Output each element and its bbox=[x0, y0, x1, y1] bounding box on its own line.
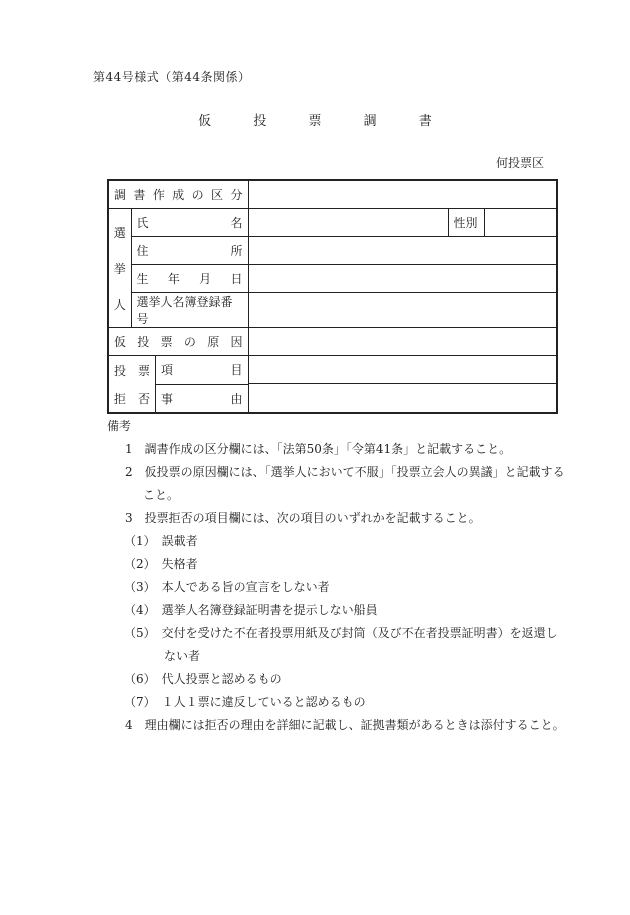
note-subitem: （4） 選挙人名簿登録証明書を提示しない船員 bbox=[124, 603, 378, 617]
field-item[interactable] bbox=[248, 356, 557, 384]
label-birth bbox=[131, 265, 248, 293]
label-char: 住 bbox=[136, 244, 149, 258]
label-address bbox=[131, 237, 248, 265]
label-voter-group bbox=[108, 209, 131, 328]
label-refusal-1: 投 票 bbox=[113, 363, 150, 378]
note-subitem: （5） 交付を受けた不在者投票用紙及び封筒（及び不在者投票証明書）を返還しない者 bbox=[124, 626, 558, 663]
label-char: 目 bbox=[230, 363, 243, 378]
label-char: 年 bbox=[167, 272, 180, 286]
label-cause bbox=[156, 385, 248, 413]
label-char: 区 bbox=[211, 188, 224, 202]
refusal-labels bbox=[108, 356, 248, 414]
field-reason[interactable] bbox=[248, 328, 557, 356]
label-char: 原 bbox=[207, 335, 220, 349]
label-item bbox=[156, 356, 248, 385]
label-char: 月 bbox=[199, 272, 212, 286]
notes-heading: 備考 bbox=[107, 419, 132, 433]
note-subitem: （6） 代人投票と認めるもの bbox=[124, 672, 282, 686]
title-char: 投 bbox=[253, 114, 267, 129]
note-item: 3 投票拒否の項目欄には、次の項目のいずれかを記載すること。 bbox=[125, 511, 481, 525]
field-registry[interactable] bbox=[248, 293, 557, 328]
title-char: 調 bbox=[363, 114, 377, 129]
row-birth bbox=[108, 265, 557, 293]
label-char: 所 bbox=[230, 244, 243, 258]
label-reason bbox=[108, 328, 248, 356]
label-char: 作 bbox=[152, 188, 165, 202]
label-refusal-2: 拒 否 bbox=[113, 391, 150, 406]
label-char: 因 bbox=[230, 335, 243, 349]
field-cause[interactable] bbox=[248, 384, 557, 413]
label-char: 分 bbox=[230, 188, 243, 202]
label-char: 調 bbox=[114, 188, 127, 202]
title-char: 書 bbox=[418, 114, 432, 129]
polling-district: 何投票区 bbox=[495, 156, 544, 170]
row-address bbox=[108, 237, 557, 265]
note-subitem: （7） １人１票に違反していると認めるもの bbox=[124, 695, 366, 709]
row-registry bbox=[108, 293, 557, 328]
label-char: 仮 bbox=[114, 335, 127, 349]
label-char: 由 bbox=[230, 391, 243, 406]
note-subitem: （3） 本人である旨の宣言をしない者 bbox=[124, 580, 330, 594]
note-item: 1 調書作成の区分欄には、「法第50条」「令第41条」と記載すること。 bbox=[125, 442, 512, 456]
note-item: 4 理由欄には拒否の理由を詳細に記載し、証拠書類があるときは添付すること。 bbox=[125, 718, 565, 732]
field-address[interactable] bbox=[248, 237, 557, 265]
label-char: 挙 bbox=[113, 261, 126, 276]
label-name bbox=[131, 209, 248, 237]
row-item bbox=[108, 356, 557, 384]
label-category bbox=[108, 180, 248, 209]
field-name[interactable] bbox=[248, 209, 448, 237]
label-char: 項 bbox=[161, 363, 174, 378]
label-registry: 選挙人名簿登録番号 bbox=[131, 293, 248, 328]
row-name bbox=[108, 209, 557, 237]
title-char: 票 bbox=[308, 114, 322, 129]
label-char: の bbox=[183, 335, 196, 349]
label-char: 投 bbox=[137, 335, 150, 349]
form-number: 第44号様式（第44条関係） bbox=[93, 70, 251, 84]
label-char: 成 bbox=[172, 188, 185, 202]
note-subitem: （2） 失格者 bbox=[124, 557, 198, 571]
label-char: 氏 bbox=[136, 216, 149, 230]
label-char: 選 bbox=[113, 225, 126, 240]
row-reason bbox=[108, 328, 557, 356]
document-title bbox=[0, 110, 630, 129]
label-char: 票 bbox=[160, 335, 173, 349]
field-gender[interactable] bbox=[484, 209, 557, 237]
label-char: 書 bbox=[133, 188, 146, 202]
provisional-vote-form bbox=[107, 179, 558, 414]
field-category[interactable] bbox=[248, 180, 557, 209]
label-char: 生 bbox=[136, 272, 149, 286]
label-char: の bbox=[191, 188, 204, 202]
label-char: 名 bbox=[230, 216, 243, 230]
note-subitem: （1） 誤載者 bbox=[124, 534, 198, 548]
label-char: 事 bbox=[161, 391, 174, 406]
label-char: 日 bbox=[230, 272, 243, 286]
notes-section bbox=[107, 415, 567, 737]
label-gender: 性別 bbox=[448, 209, 484, 237]
note-item: 2 仮投票の原因欄には、「選挙人において不服」「投票立会人の異議」と記載すること。 bbox=[125, 465, 565, 502]
field-birth[interactable] bbox=[248, 265, 557, 293]
label-char: 人 bbox=[113, 297, 126, 312]
title-char: 仮 bbox=[198, 114, 212, 129]
row-category bbox=[108, 180, 557, 209]
